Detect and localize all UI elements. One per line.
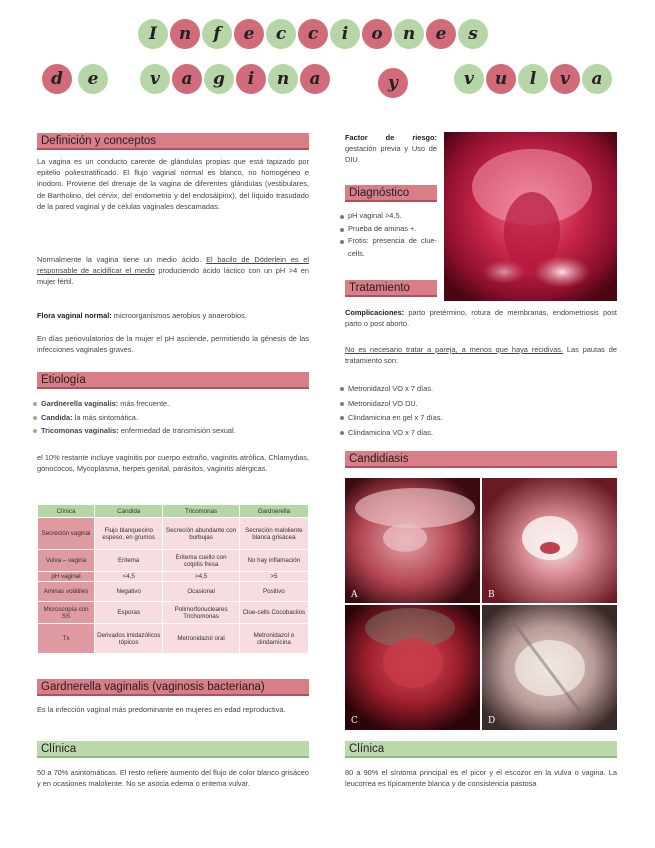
table-cell: >4,5	[163, 572, 239, 582]
factor-text: gestación previa y Uso de DIU.	[345, 144, 437, 165]
table-cell: Aminas volátiles	[38, 582, 95, 602]
table-header: Tricomonas	[163, 505, 239, 518]
list-item: Metronidazol VO x 7 días.	[340, 382, 617, 397]
list-item: Frotis: presencia de clue-cells.	[340, 235, 437, 260]
title-letter: u	[486, 64, 516, 94]
flora-text: microorganismos aerobios y anaerobios.	[111, 311, 247, 320]
factor-label: Factor de riesgo:	[345, 133, 437, 142]
title-letter: v	[550, 64, 580, 94]
candidiasis-photo-grid	[345, 478, 617, 730]
table-cell: >5	[239, 572, 308, 582]
complicaciones-paragraph	[345, 307, 617, 329]
gardnerella-paragraph: Es la infección vaginal más predominante en mujeres en edad reproductiva.	[37, 705, 286, 714]
table-cell: Eritema cuello con colpitis fresa	[163, 550, 239, 572]
table-row	[38, 582, 309, 602]
list-item: Clindamicina VO x 7 días.	[340, 426, 617, 441]
diagnostico-list	[340, 210, 437, 260]
section-heading-tratamiento: Tratamiento	[345, 280, 437, 297]
title-letter: g	[204, 64, 234, 94]
title-letter: y	[378, 68, 408, 98]
title-letter: d	[42, 64, 72, 94]
table-cell: Negativo	[95, 582, 163, 602]
table-cell: No hay inflamación	[239, 550, 308, 572]
list-item: Clindamicina en gel x 7 días.	[340, 411, 617, 426]
title-letter: c	[298, 19, 328, 49]
title-letter: e	[78, 64, 108, 94]
title-letter: i	[236, 64, 266, 94]
table-cell: Secreción maloliente blanca grisácea	[239, 518, 308, 550]
definicion-paragraph-4: En días periovulatorios de la mujer el pH asciende, permitiendo la génesis de las infecciones vaginales graves.	[37, 334, 309, 355]
table-cell: Secreción abundante con burbujas	[163, 518, 239, 550]
section-heading-etiologia: Etiología	[37, 372, 309, 389]
list-item: Candida: la más sintomática.	[33, 411, 309, 425]
etiologia-paragraph: el 10% restante incluye vaginitis por cuerpo extraño, vaginitis atrófica, Chlamydias, gonococos, Mycoplasma, herpes genital, parásitos, vaginitis alérgicas.	[37, 453, 309, 474]
clinica-left-paragraph: 50 a 70% asintomáticas. El resto refiere aumento del flujo de color blanco grisáceo y en ocasiones maloliente. No se asocia edema o eritema vulvar.	[37, 768, 309, 789]
cervix-photo	[444, 132, 617, 301]
definicion-paragraph-3	[37, 310, 309, 321]
definicion-paragraph-2	[37, 254, 309, 288]
section-heading-clinica-right: Clínica	[345, 741, 617, 758]
complicaciones-label: Complicaciones:	[345, 308, 405, 317]
section-heading-gardnerella: Gardnerella vaginalis (vaginosis bacteriana)	[37, 679, 309, 696]
title-letter: n	[170, 19, 200, 49]
title-letter: v	[454, 64, 484, 94]
title-letter: a	[582, 64, 612, 94]
title-letter: f	[202, 19, 232, 49]
flora-label: Flora vaginal normal:	[37, 311, 112, 320]
title-letter: I	[138, 19, 168, 49]
table-cell: Positivo	[239, 582, 308, 602]
title-letter: i	[330, 19, 360, 49]
title-letter: s	[458, 19, 488, 49]
photo-label-a: A	[351, 590, 358, 600]
list-item: Metronidazol VO DU.	[340, 397, 617, 412]
table-cell: Vulva – vagina	[38, 550, 95, 572]
photo-label-c: C	[351, 716, 358, 726]
definicion-p2-a: Normalmente la vagina tiene un medio ácido.	[37, 255, 207, 264]
definicion-p2-b: produciendo ácido láctico con un pH >4 en mujer fértil.	[37, 266, 309, 287]
title-letter: v	[140, 64, 170, 94]
list-item: Gardnerella vaginalis: más frecuente.	[33, 397, 309, 411]
title-letter: e	[426, 19, 456, 49]
table-cell: Metronidazol oral	[163, 624, 239, 654]
section-heading-definicion: Definición y conceptos	[37, 133, 309, 150]
etiologia-list	[33, 397, 309, 438]
table-row	[38, 624, 309, 654]
pareja-underline: No es necesario tratar a pareja, a menos que haya recidivas.	[345, 345, 563, 354]
table-header-row	[38, 505, 309, 518]
table-cell: Flujo blanquecino espeso, en grumos	[95, 518, 163, 550]
complicaciones-text: parto pretérmino, rotura de membranas, endometriosis post parto o post aborto.	[345, 308, 617, 329]
pareja-paragraph	[345, 344, 617, 366]
table-cell: Polimorfonucleares Trichomonas	[163, 602, 239, 624]
list-item: Prueba de aminas +.	[340, 223, 437, 236]
title-letter: n	[394, 19, 424, 49]
photo-label-b: B	[488, 590, 495, 600]
definicion-paragraph-1: La vagina es un conducto carente de glándulas propias que está tapizado por epitelio poliestratificado. El flujo vaginal normal es blanco, no homogéneo e inodoro. Proviene del drenaje de la vagina de diferentes glándulas (vestibulares, de Bartholino, del cérvix, del endometrio y del endosálpinx), del líquido trasudado de la pared vaginal y de células vaginales descamadas.	[37, 157, 309, 211]
title-letter: o	[362, 19, 392, 49]
list-item: Tricomonas vaginalis: enfermedad de transmisión sexual.	[33, 424, 309, 438]
title-letter: c	[266, 19, 296, 49]
table-cell: Tx	[38, 624, 95, 654]
tratamiento-list	[340, 382, 617, 440]
table-cell: Derivados imidazólicos tópicos	[95, 624, 163, 654]
table-cell: Eritema	[95, 550, 163, 572]
table-cell: Esporas	[95, 602, 163, 624]
title-letter: n	[268, 64, 298, 94]
clinica-right-paragraph: 80 a 90% el síntoma principal es el picor y el escozor en la vulva o vagina. La leucorrea es típicamente blanca y de consistencia pastosa	[345, 768, 617, 789]
table-row	[38, 518, 309, 550]
section-heading-diagnostico: Diagnóstico	[345, 185, 437, 202]
factor-riesgo	[345, 132, 437, 166]
photo-label-d: D	[488, 716, 496, 726]
table-row	[38, 602, 309, 624]
title-letter: a	[300, 64, 330, 94]
table-row	[38, 550, 309, 572]
section-heading-candidiasis: Candidiasis	[345, 451, 617, 468]
table-header: Clínica	[38, 505, 95, 518]
table-row	[38, 572, 309, 582]
definicion-p2-underline: El bacilo de Döderlein es el responsable de acidificar el medio	[37, 255, 309, 276]
table-cell: Clue-cells Cocobacilos	[239, 602, 308, 624]
table-cell: Metronidazol o clindamicina	[239, 624, 308, 654]
pareja-text: Las pautas de tratamiento son:	[345, 345, 617, 366]
table-cell: Secreción vaginal	[38, 518, 95, 550]
section-heading-clinica-left: Clínica	[37, 741, 309, 758]
title-letter: e	[234, 19, 264, 49]
table-cell: Ocasional	[163, 582, 239, 602]
table-header: Cándida	[95, 505, 163, 518]
list-item: pH vaginal >4,5.	[340, 210, 437, 223]
title-letter: l	[518, 64, 548, 94]
table-header: Gardnerella	[239, 505, 308, 518]
table-cell: <4,5	[95, 572, 163, 582]
table-cell: Microscopía con SS	[38, 602, 95, 624]
comparison-table	[37, 504, 309, 654]
table-cell: pH vaginal	[38, 572, 95, 582]
title-letter: a	[172, 64, 202, 94]
